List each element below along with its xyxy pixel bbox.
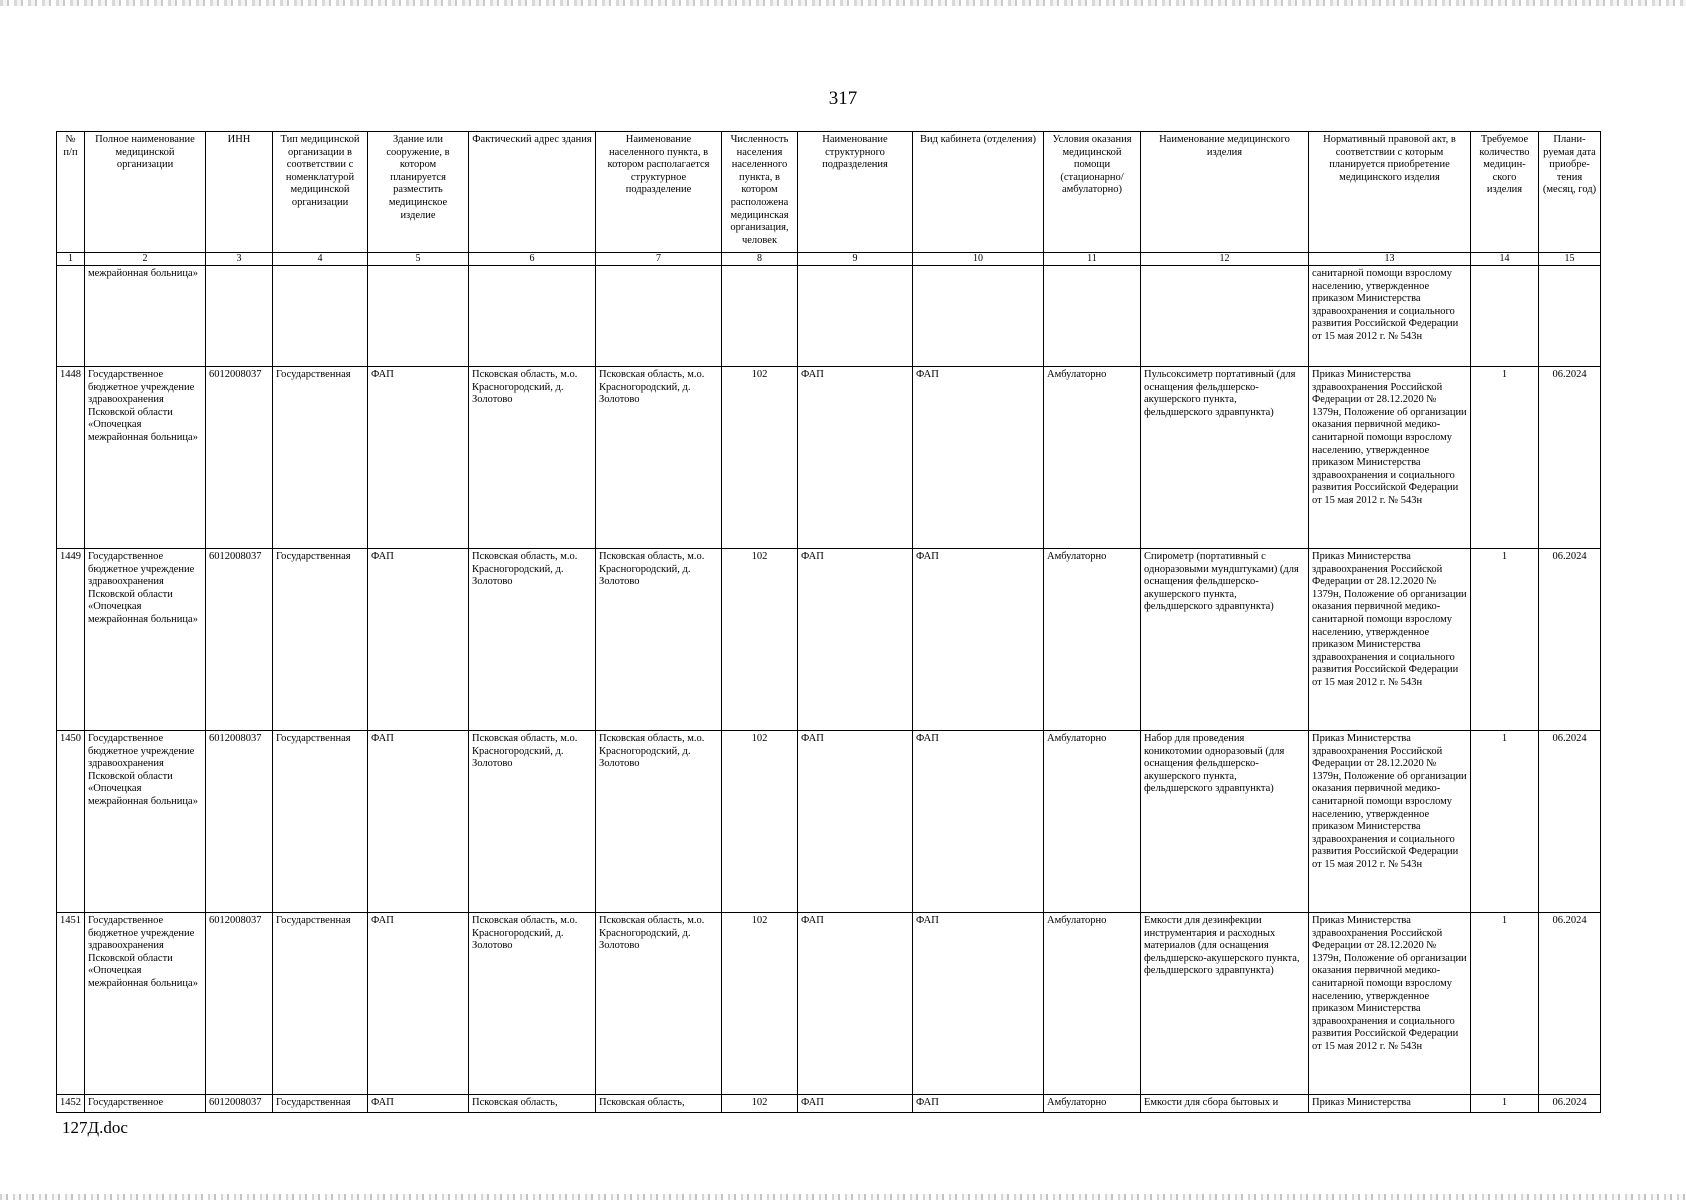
table-row bbox=[57, 731, 1601, 913]
inn-cell: 6012008037 bbox=[206, 913, 273, 1095]
population-cell: 102 bbox=[722, 367, 798, 549]
conditions-cell: Амбулаторно bbox=[1044, 549, 1141, 731]
row-number: 1448 bbox=[57, 367, 85, 549]
org-name-cell: Государственное бюджетное учреждение здравоохранения Псковской области «Опочецкая межрайонная больница» bbox=[85, 549, 206, 731]
inn-cell: 6012008037 bbox=[206, 731, 273, 913]
settlement-cell: Псковская область, м.о. Красногородский, д. Золотово bbox=[596, 731, 722, 913]
cabinet-cell: ФАП bbox=[913, 913, 1044, 1095]
header-row bbox=[57, 132, 1601, 253]
inn-cell: 6012008037 bbox=[206, 1095, 273, 1113]
conditions-cell: Амбулаторно bbox=[1044, 731, 1141, 913]
table-row bbox=[57, 913, 1601, 1095]
column-number: 7 bbox=[596, 253, 722, 266]
date-cell: 06.2024 bbox=[1539, 913, 1601, 1095]
unit-cell: ФАП bbox=[798, 1095, 913, 1113]
settlement-cell: Псковская область, м.о. Красногородский, д. Золотово bbox=[596, 367, 722, 549]
quantity-cell: 1 bbox=[1471, 367, 1539, 549]
org-name-cell: Государственное бюджетное учреждение здравоохранения Псковской области «Опочецкая межрайонная больница» bbox=[85, 367, 206, 549]
column-number: 1 bbox=[57, 253, 85, 266]
population-cell: 102 bbox=[722, 549, 798, 731]
quantity-cell: 1 bbox=[1471, 731, 1539, 913]
cabinet-cell: ФАП bbox=[913, 549, 1044, 731]
device-cell: Спирометр (портативный с одноразовыми мундштуками) (для оснащения фельдшерско-акушерского пункта, фельдшерского здравпункта) bbox=[1141, 549, 1309, 731]
inn-cell: 6012008037 bbox=[206, 367, 273, 549]
address-cell: Псковская область, bbox=[469, 1095, 596, 1113]
legal-act-cell: Приказ Министерства bbox=[1309, 1095, 1471, 1113]
column-number: 2 bbox=[85, 253, 206, 266]
column-number: 4 bbox=[273, 253, 368, 266]
conditions-cell: Амбулаторно bbox=[1044, 913, 1141, 1095]
header-cell: Здание или сооружение, в котором планируется разместить медицинское изделие bbox=[368, 132, 469, 253]
device-cell: Пульсоксиметр портативный (для оснащения фельдшерско-акушерского пункта, фельдшерского здравпункта) bbox=[1141, 367, 1309, 549]
date-cell: 06.2024 bbox=[1539, 367, 1601, 549]
settlement-cell: Псковская область, м.о. Красногородский, д. Золотово bbox=[596, 913, 722, 1095]
header-cell: Полное наименование медицинской организации bbox=[85, 132, 206, 253]
device-cell: Емкости для дезинфекции инструментария и расходных материалов (для оснащения фельдшерско-акушерского пункта, фельдшерского здравпункта) bbox=[1141, 913, 1309, 1095]
address-cell: Псковская область, м.о. Красногородский, д. Золотово bbox=[469, 731, 596, 913]
org-type-cell: Государственная bbox=[273, 913, 368, 1095]
header-cell: Тип медицинской организации в соответствии с номенклатурой медицинской организации bbox=[273, 132, 368, 253]
building-cell: ФАП bbox=[368, 367, 469, 549]
register-table bbox=[56, 131, 1601, 1113]
unit-cell: ФАП bbox=[798, 367, 913, 549]
header-cell: Численность населения населенного пункта, в котором расположена медицинская организация, человек bbox=[722, 132, 798, 253]
org-type-cell: Государственная bbox=[273, 367, 368, 549]
quantity-cell: 1 bbox=[1471, 913, 1539, 1095]
population-cell: 102 bbox=[722, 913, 798, 1095]
building-cell: ФАП bbox=[368, 549, 469, 731]
org-type-cell: Государственная bbox=[273, 549, 368, 731]
quantity-cell: 1 bbox=[1471, 549, 1539, 731]
settlement-cell: Псковская область, bbox=[596, 1095, 722, 1113]
building-cell: ФАП bbox=[368, 913, 469, 1095]
address-cell: Псковская область, м.о. Красногородский, д. Золотово bbox=[469, 913, 596, 1095]
column-number: 6 bbox=[469, 253, 596, 266]
building-cell: ФАП bbox=[368, 731, 469, 913]
row-number: 1449 bbox=[57, 549, 85, 731]
cabinet-cell: ФАП bbox=[913, 367, 1044, 549]
column-number: 14 bbox=[1471, 253, 1539, 266]
header-cell: Требуемое количество медицин-ского изделия bbox=[1471, 132, 1539, 253]
column-number: 10 bbox=[913, 253, 1044, 266]
header-cell: ИНН bbox=[206, 132, 273, 253]
quantity-cell: 1 bbox=[1471, 1095, 1539, 1113]
date-cell: 06.2024 bbox=[1539, 731, 1601, 913]
org-name-cell: Государственное бюджетное учреждение здравоохранения Псковской области «Опочецкая межрайонная больница» bbox=[85, 731, 206, 913]
row-number: 1450 bbox=[57, 731, 85, 913]
header-cell: Наименование структурного подразделения bbox=[798, 132, 913, 253]
settlement-cell: Псковская область, м.о. Красногородский, д. Золотово bbox=[596, 549, 722, 731]
header-cell: Вид кабинета (отделения) bbox=[913, 132, 1044, 253]
column-number: 15 bbox=[1539, 253, 1601, 266]
conditions-cell: Амбулаторно bbox=[1044, 1095, 1141, 1113]
scan-edge-top bbox=[0, 0, 1686, 6]
unit-cell: ФАП bbox=[798, 731, 913, 913]
row-number: 1452 bbox=[57, 1095, 85, 1113]
column-number: 11 bbox=[1044, 253, 1141, 266]
population-cell: 102 bbox=[722, 1095, 798, 1113]
scan-edge-bottom bbox=[0, 1194, 1686, 1200]
legal-act-cell: санитарной помощи взрослому населению, утвержденное приказом Министерства здравоохранения и социального развития Российской Федерации от 15 мая 2012 г. № 543н bbox=[1309, 266, 1471, 367]
org-name-cell: Государственное bbox=[85, 1095, 206, 1113]
column-number: 13 bbox=[1309, 253, 1471, 266]
population-cell: 102 bbox=[722, 731, 798, 913]
header-cell: Нормативный правовой акт, в соответствии с которым планируется приобретение медицинского изделия bbox=[1309, 132, 1471, 253]
header-cell: Фактический адрес здания bbox=[469, 132, 596, 253]
legal-act-cell: Приказ Министерства здравоохранения Российской Федерации от 28.12.2020 № 1379н, Положение об организации оказания первичной медико-санитарной помощи взрослому населению, утвержденное приказом Министерства здравоохранения и социального развития Российской Федерации от 15 мая 2012 г. № 543н bbox=[1309, 913, 1471, 1095]
page-number: 317 bbox=[828, 88, 858, 109]
org-name-cell: Государственное бюджетное учреждение здравоохранения Псковской области «Опочецкая межрайонная больница» bbox=[85, 913, 206, 1095]
legal-act-cell: Приказ Министерства здравоохранения Российской Федерации от 28.12.2020 № 1379н, Положение об организации оказания первичной медико-санитарной помощи взрослому населению, утвержденное приказом Министерства здравоохранения и социального развития Российской Федерации от 15 мая 2012 г. № 543н bbox=[1309, 367, 1471, 549]
table-row bbox=[57, 549, 1601, 731]
legal-act-cell: Приказ Министерства здравоохранения Российской Федерации от 28.12.2020 № 1379н, Положение об организации оказания первичной медико-санитарной помощи взрослому населению, утвержденное приказом Министерства здравоохранения и социального развития Российской Федерации от 15 мая 2012 г. № 543н bbox=[1309, 731, 1471, 913]
org-type-cell: Государственная bbox=[273, 1095, 368, 1113]
legal-act-cell: Приказ Министерства здравоохранения Российской Федерации от 28.12.2020 № 1379н, Положение об организации оказания первичной медико-санитарной помощи взрослому населению, утвержденное приказом Министерства здравоохранения и социального развития Российской Федерации от 15 мая 2012 г. № 543н bbox=[1309, 549, 1471, 731]
unit-cell: ФАП bbox=[798, 549, 913, 731]
building-cell: ФАП bbox=[368, 1095, 469, 1113]
date-cell: 06.2024 bbox=[1539, 1095, 1601, 1113]
header-cell: № п/п bbox=[57, 132, 85, 253]
table-row bbox=[57, 367, 1601, 549]
column-number: 5 bbox=[368, 253, 469, 266]
header-cell: Плани-руемая дата приобре-тения (месяц, год) bbox=[1539, 132, 1601, 253]
date-cell: 06.2024 bbox=[1539, 549, 1601, 731]
address-cell: Псковская область, м.о. Красногородский, д. Золотово bbox=[469, 549, 596, 731]
column-number: 3 bbox=[206, 253, 273, 266]
column-number: 12 bbox=[1141, 253, 1309, 266]
org-name-cell: межрайонная больница» bbox=[85, 266, 206, 367]
table-row bbox=[57, 1095, 1601, 1113]
device-cell: Емкости для сбора бытовых и bbox=[1141, 1095, 1309, 1113]
header-cell: Наименование населенного пункта, в котором располагается структурное подразделение bbox=[596, 132, 722, 253]
row-number: 1451 bbox=[57, 913, 85, 1095]
inn-cell: 6012008037 bbox=[206, 549, 273, 731]
unit-cell: ФАП bbox=[798, 913, 913, 1095]
address-cell: Псковская область, м.о. Красногородский, д. Золотово bbox=[469, 367, 596, 549]
device-cell: Набор для проведения коникотомии одноразовый (для оснащения фельдшерско-акушерского пункта, фельдшерского здравпункта) bbox=[1141, 731, 1309, 913]
header-cell: Условия оказания медицинской помощи (стационарно/ амбулаторно) bbox=[1044, 132, 1141, 253]
cabinet-cell: ФАП bbox=[913, 731, 1044, 913]
conditions-cell: Амбулаторно bbox=[1044, 367, 1141, 549]
column-number-row bbox=[57, 253, 1601, 266]
document-filename: 127Д.doc bbox=[62, 1118, 128, 1137]
org-type-cell: Государственная bbox=[273, 731, 368, 913]
column-number: 9 bbox=[798, 253, 913, 266]
header-cell: Наименование медицинского изделия bbox=[1141, 132, 1309, 253]
continuation-row bbox=[57, 266, 1601, 367]
column-number: 8 bbox=[722, 253, 798, 266]
cabinet-cell: ФАП bbox=[913, 1095, 1044, 1113]
